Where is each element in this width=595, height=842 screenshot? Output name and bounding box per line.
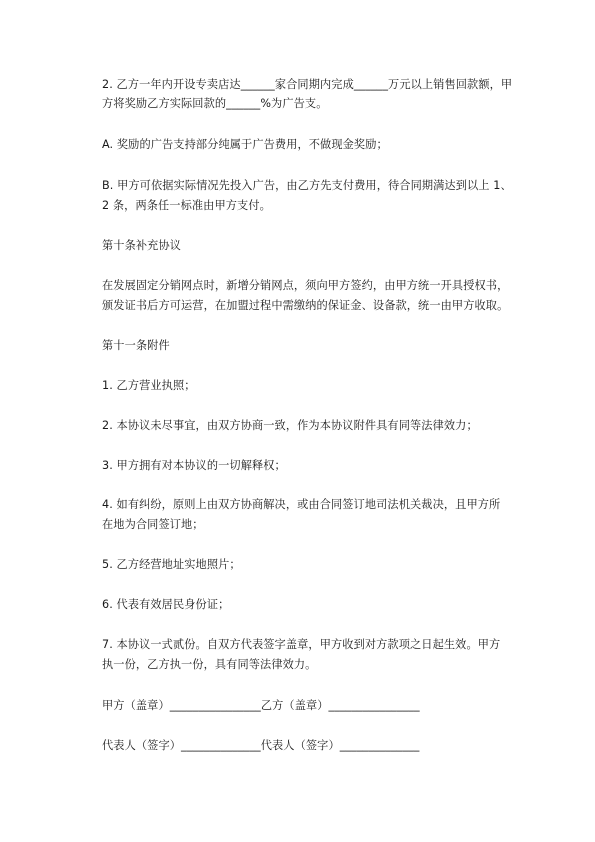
- para-1-line-2: 方将奖励乙方实际回款的______%为广告支。: [102, 97, 328, 110]
- para-3-line-1: B. 甲方可依据实际情况先投入广告，由乙方先支付费用，待合同期满达到以上 1、: [102, 179, 512, 192]
- attachment-item-1: 1. 乙方营业执照；: [102, 379, 196, 392]
- attachment-item-5: 5. 乙方经营地址实地照片；: [102, 558, 241, 571]
- attachment-item-4-line-2: 在地为合同签订地；: [102, 518, 204, 531]
- section-heading-11: 第十一条附件: [102, 339, 170, 352]
- para-1-line-1: 2. 乙方一年内开设专卖店达______家合同期内完成______万元以上销售回款额，甲: [102, 78, 513, 91]
- attachment-item-3: 3. 甲方拥有对本协议的一切解释权；: [102, 459, 286, 472]
- attachment-item-4-line-1: 4. 如有纠纷，原则上由双方协商解决，或由合同签订地司法机关裁决，且甲方所: [102, 498, 501, 511]
- para-3-line-2: 2 条，两条任一标准由甲方支付。: [102, 199, 271, 212]
- signature-line-representatives: 代表人（签字）______________代表人（签字）______________: [102, 739, 420, 752]
- para-5-line-1: 在发展固定分销网点时，新增分销网点，须向甲方签约，由甲方统一开具授权书，: [102, 279, 509, 292]
- section-heading-10: 第十条补充协议: [102, 239, 182, 252]
- attachment-item-7-line-1: 7. 本协议一式贰份。自双方代表签字盖章，甲方收到对方款项之日起生效。甲方: [102, 638, 501, 651]
- signature-line-party-a-b: 甲方（盖章）________________乙方（盖章）________________: [102, 699, 420, 712]
- attachment-item-2: 2. 本协议未尽事宜，由双方协商一致，作为本协议附件具有同等法律效力；: [102, 419, 478, 432]
- para-2-line-1: A. 奖励的广告支持部分纯属于广告费用，不做现金奖励；: [102, 138, 388, 151]
- attachment-item-7-line-2: 执一份，乙方执一份，具有同等法律效力。: [102, 658, 317, 671]
- para-5-line-2: 颁发证书后方可运营，在加盟过程中需缴纳的保证金、设备款，统一由甲方收取。: [102, 299, 509, 312]
- attachment-item-6: 6. 代表有效居民身份证；: [102, 598, 230, 611]
